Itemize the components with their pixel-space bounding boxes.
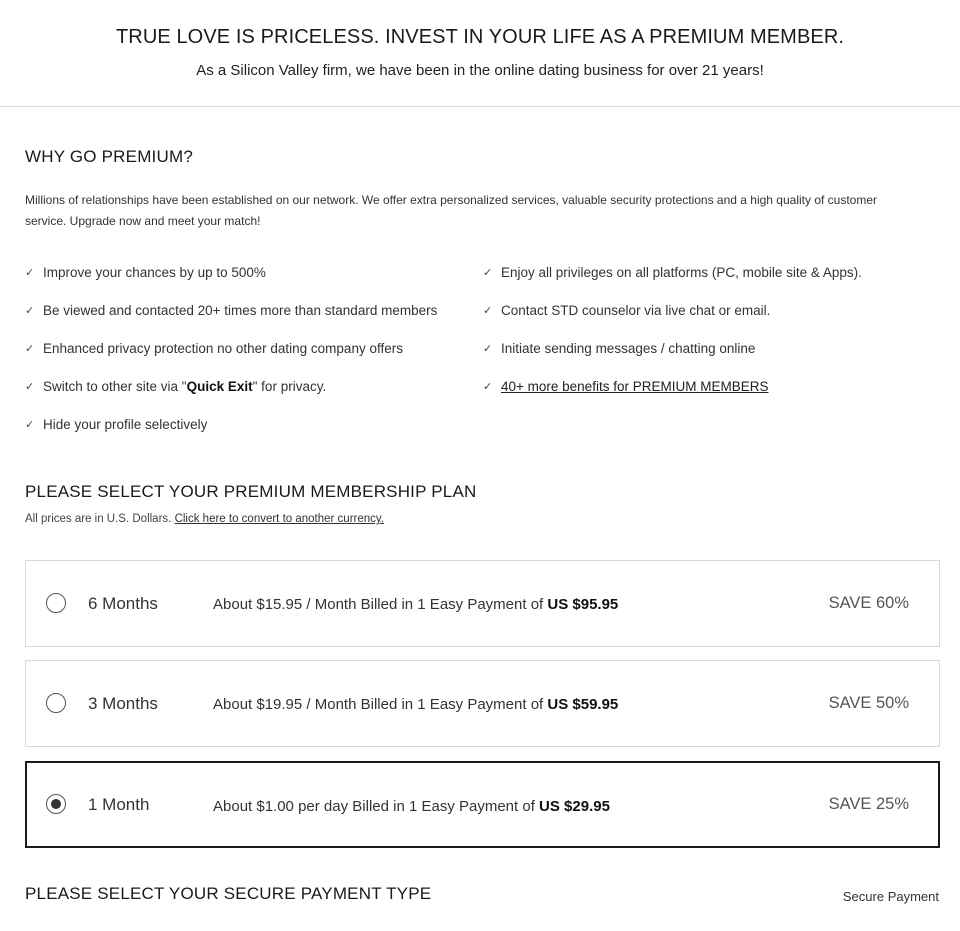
currency-note <box>25 513 384 525</box>
benefit-text-part: Switch to other site via " <box>43 379 187 394</box>
checkmark-icon: ✓ <box>483 267 493 279</box>
checkmark-icon: ✓ <box>483 343 493 355</box>
benefit-item <box>483 341 755 356</box>
plan-radio-selected[interactable] <box>46 794 66 814</box>
plan-save-badge: SAVE 50% <box>828 694 909 712</box>
convert-currency-link[interactable]: Click here to convert to another currency. <box>174 513 384 525</box>
plan-price-text: About $19.95 / Month Billed in 1 Easy Payment of <box>213 696 544 713</box>
secure-payment-label: Secure Payment <box>842 889 939 904</box>
benefit-item <box>483 303 770 318</box>
plan-price-text: About $1.00 per day Billed in 1 Easy Payment of <box>213 798 535 815</box>
checkmark-icon: ✓ <box>25 343 35 355</box>
plan-duration: 1 Month <box>88 795 150 814</box>
benefit-item <box>483 265 862 280</box>
benefit-text: Hide your profile selectively <box>43 417 208 432</box>
plan-duration: 3 Months <box>88 694 158 713</box>
benefit-text <box>43 379 326 394</box>
plan-save-badge: SAVE 25% <box>828 795 909 813</box>
benefit-item <box>25 341 403 356</box>
plan-radio[interactable] <box>46 593 66 613</box>
quick-exit-label: Quick Exit <box>186 379 253 394</box>
page-header <box>0 0 960 107</box>
plan-description <box>213 696 618 713</box>
page-subtitle: As a Silicon Valley firm, we have been in the online dating business for over 21 years! <box>196 62 764 79</box>
benefit-item <box>25 379 326 394</box>
benefit-item <box>483 379 768 394</box>
benefit-text: Initiate sending messages / chatting online <box>501 341 756 356</box>
plan-save-badge: SAVE 60% <box>828 594 909 612</box>
plan-description <box>213 798 610 815</box>
plan-radio[interactable] <box>46 693 66 713</box>
checkmark-icon: ✓ <box>483 381 493 393</box>
benefit-text: Enhanced privacy protection no other dating company offers <box>43 341 403 356</box>
more-benefits-link[interactable]: 40+ more benefits for PREMIUM MEMBERS <box>501 379 769 394</box>
plan-price: US $29.95 <box>539 798 610 815</box>
plan-option-6-months[interactable] <box>25 560 940 647</box>
benefit-item <box>25 265 266 280</box>
benefit-item <box>25 417 207 432</box>
checkmark-icon: ✓ <box>25 381 35 393</box>
radio-dot <box>51 799 61 809</box>
why-premium-heading: WHY GO PREMIUM? <box>25 147 193 166</box>
benefit-text: Be viewed and contacted 20+ times more than standard members <box>43 303 438 318</box>
plan-description <box>213 596 618 613</box>
benefit-text-part: " for privacy. <box>252 379 327 394</box>
benefit-text: Contact STD counselor via live chat or email. <box>501 303 771 318</box>
benefit-text: Enjoy all privileges on all platforms (PC, mobile site & Apps). <box>501 265 862 280</box>
page-title: TRUE LOVE IS PRICELESS. INVEST IN YOUR LIFE AS A PREMIUM MEMBER. <box>115 26 845 48</box>
plan-option-1-month[interactable] <box>25 761 940 848</box>
plan-price-text: About $15.95 / Month Billed in 1 Easy Payment of <box>213 596 544 613</box>
plan-price: US $59.95 <box>547 696 619 713</box>
plan-price: US $95.95 <box>547 596 619 613</box>
checkmark-icon: ✓ <box>25 305 35 317</box>
currency-note-text: All prices are in U.S. Dollars. <box>25 513 172 525</box>
why-premium-description: Millions of relationships have been established on our network. We offer extra personalized services, valuable security protections and a high quality of customer service. Upgrade now and meet your match! <box>25 193 878 228</box>
checkmark-icon: ✓ <box>25 267 35 279</box>
plan-heading: PLEASE SELECT YOUR PREMIUM MEMBERSHIP PLAN <box>25 482 477 501</box>
plan-duration: 6 Months <box>88 594 158 613</box>
plan-option-3-months[interactable] <box>25 660 940 747</box>
payment-heading: PLEASE SELECT YOUR SECURE PAYMENT TYPE <box>25 884 432 903</box>
benefit-text: Improve your chances by up to 500% <box>43 265 266 280</box>
checkmark-icon: ✓ <box>483 305 493 317</box>
benefit-item <box>25 303 437 318</box>
checkmark-icon: ✓ <box>25 419 35 431</box>
